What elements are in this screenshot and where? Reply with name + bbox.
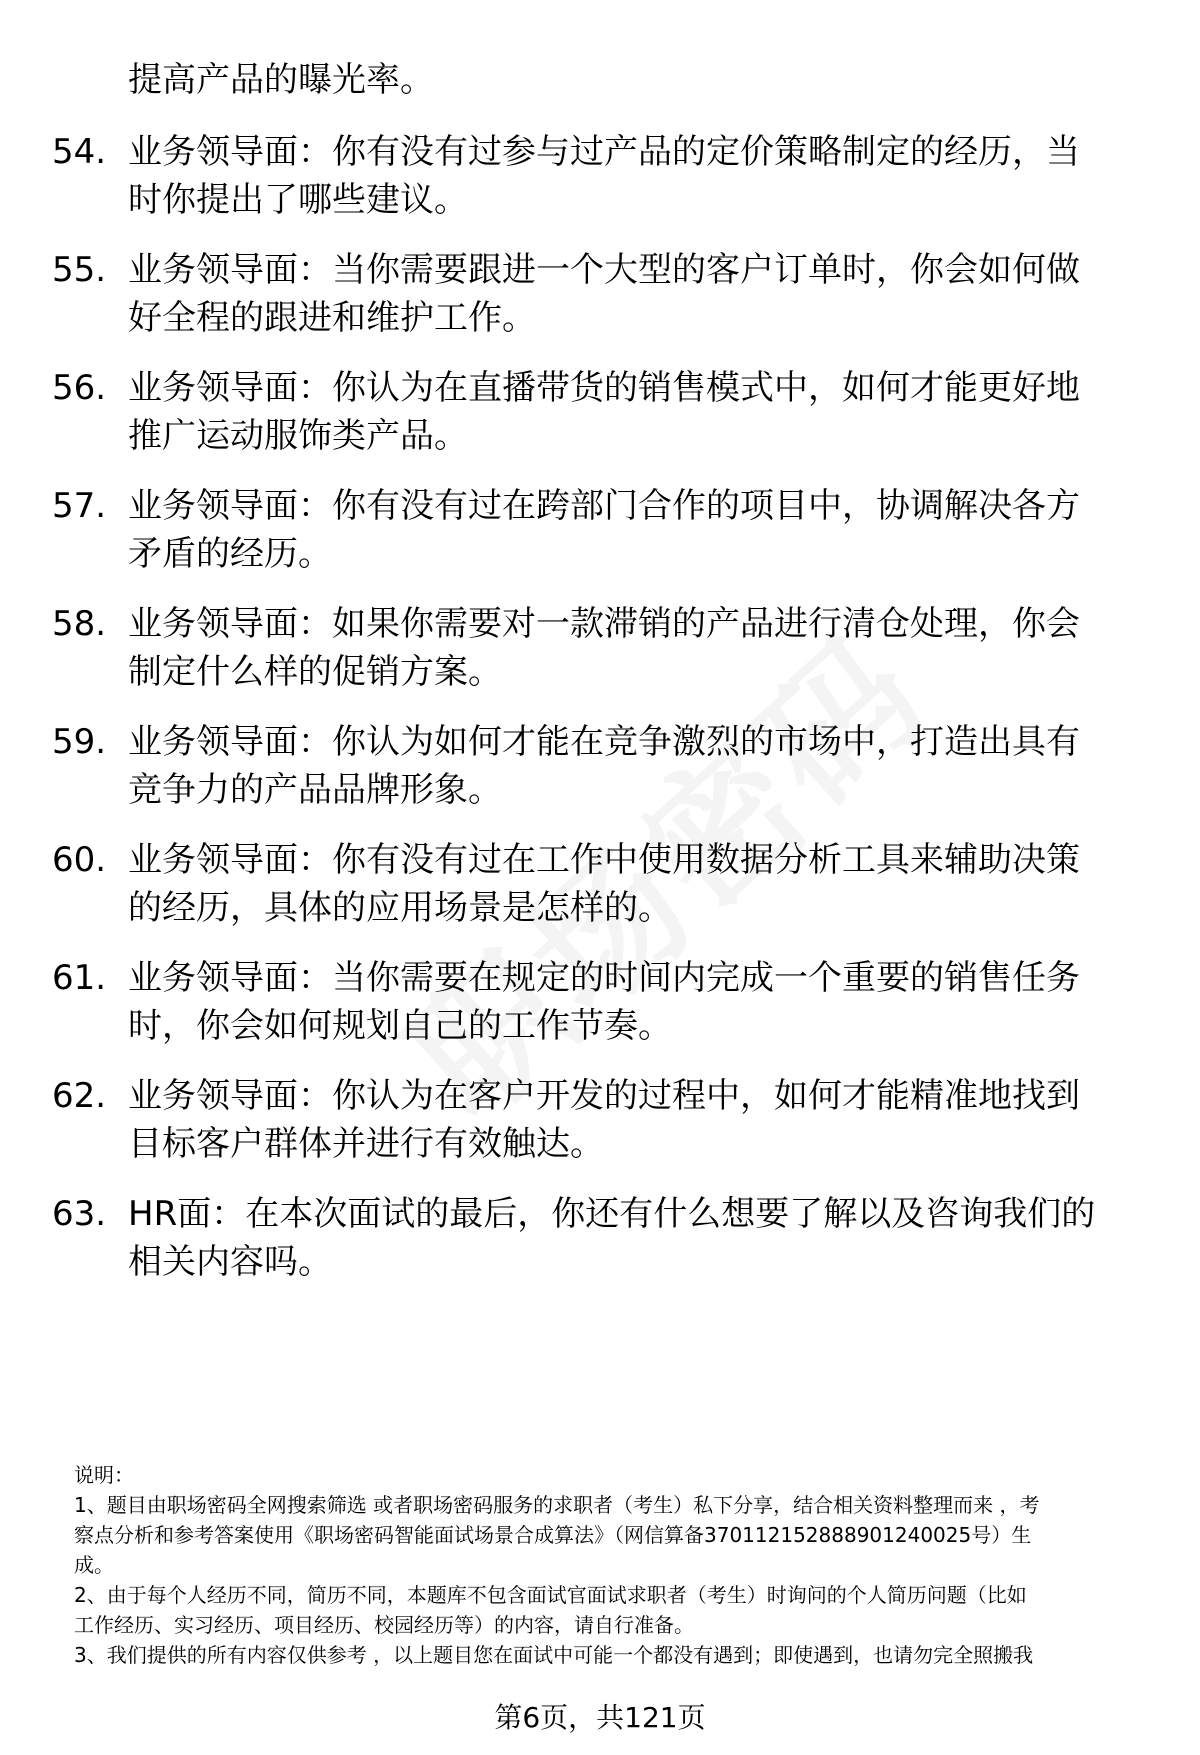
question-63-line-2: 相关内容吗。 xyxy=(128,1242,332,1282)
question-61-line-2: 时，你会如何规划自己的工作节奏。 xyxy=(128,1006,672,1046)
question-number-61: 61. xyxy=(52,958,107,998)
question-number-58: 58. xyxy=(52,604,107,644)
note-line: 工作经历、实习经历、项目经历、校园经历等）的内容，请自行准备。 xyxy=(74,1613,694,1637)
note-line: 1、题目由职场密码全网搜索筛选 或者职场密码服务的求职者（考生）私下分享，结合相关资料整理而来 ，考 xyxy=(74,1493,1040,1517)
page-number: 第6页，共121页 xyxy=(494,1701,706,1734)
question-62-line-1: 业务领导面：你认为在客户开发的过程中，如何才能精准地找到 xyxy=(128,1076,1080,1116)
question-59-line-1: 业务领导面：你认为如何才能在竞争激烈的市场中，打造出具有 xyxy=(128,722,1080,762)
question-number-55: 55. xyxy=(52,250,107,290)
question-60-line-2: 的经历，具体的应用场景是怎样的。 xyxy=(128,888,672,928)
question-54-line-2: 时你提出了哪些建议。 xyxy=(128,180,468,220)
question-60-line-1: 业务领导面：你有没有过在工作中使用数据分析工具来辅助决策 xyxy=(128,840,1080,880)
question-continuation-line: 提高产品的曝光率。 xyxy=(128,60,434,100)
notes-section xyxy=(74,1460,1154,1670)
note-line: 2、由于每个人经历不同，简历不同，本题库不包含面试官面试求职者（考生）时询问的个人简历问题（比如 xyxy=(74,1583,1027,1607)
notes-heading: 说明： xyxy=(74,1463,134,1487)
question-number-62: 62. xyxy=(52,1076,107,1116)
question-59-line-2: 竞争力的产品品牌形象。 xyxy=(128,770,502,810)
question-61-line-1: 业务领导面：当你需要在规定的时间内完成一个重要的销售任务 xyxy=(128,958,1080,998)
question-56-line-1: 业务领导面：你认为在直播带货的销售模式中，如何才能更好地 xyxy=(128,368,1080,408)
question-number-56: 56. xyxy=(52,368,107,408)
question-55-line-2: 好全程的跟进和维护工作。 xyxy=(128,298,536,338)
question-number-60: 60. xyxy=(52,840,107,880)
question-number-57: 57. xyxy=(52,486,107,526)
question-55-line-1: 业务领导面：当你需要跟进一个大型的客户订单时，你会如何做 xyxy=(128,250,1080,290)
question-number-59: 59. xyxy=(52,722,107,762)
question-number-54: 54. xyxy=(52,132,107,172)
question-57-line-2: 矛盾的经历。 xyxy=(128,534,332,574)
question-63-line-1: HR面：在本次面试的最后，你还有什么想要了解以及咨询我们的 xyxy=(128,1194,1096,1234)
question-number-63: 63. xyxy=(52,1194,107,1234)
question-58-line-1: 业务领导面：如果你需要对一款滞销的产品进行清仓处理，你会 xyxy=(128,604,1080,644)
question-56-line-2: 推广运动服饰类产品。 xyxy=(128,416,468,456)
note-line: 成。 xyxy=(74,1553,114,1577)
question-54-line-1: 业务领导面：你有没有过参与过产品的定价策略制定的经历，当 xyxy=(128,132,1080,172)
note-line: 3、我们提供的所有内容仅供参考 ，以上题目您在面试中可能一个都没有遇到；即使遇到，也请勿完全照搬我 xyxy=(74,1643,1034,1667)
question-58-line-2: 制定什么样的促销方案。 xyxy=(128,652,502,692)
question-57-line-1: 业务领导面：你有没有过在跨部门合作的项目中，协调解决各方 xyxy=(128,486,1080,526)
question-62-line-2: 目标客户群体并进行有效触达。 xyxy=(128,1124,604,1164)
note-line: 察点分析和参考答案使用《职场密码智能面试场景合成算法》（网信算备370112152888901240025号）生 xyxy=(74,1523,1032,1547)
